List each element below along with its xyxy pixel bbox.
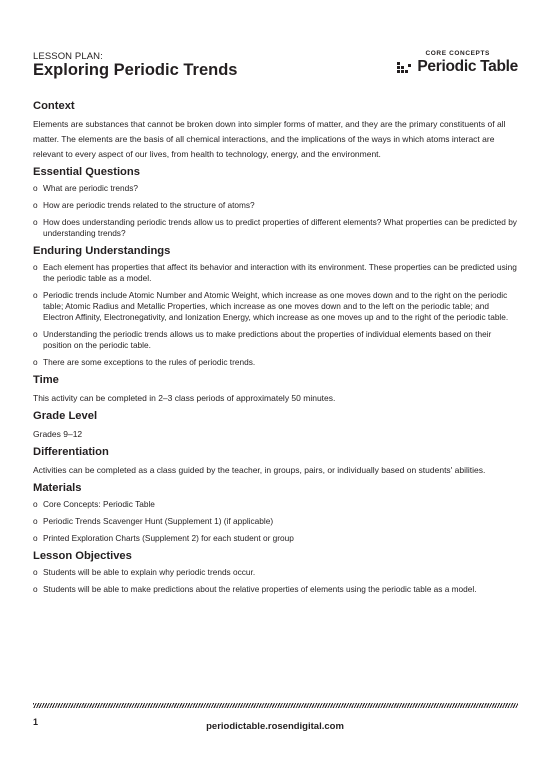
list-item	[33, 217, 518, 239]
enduring-understandings-list	[33, 262, 518, 368]
section-heading: Materials	[33, 482, 82, 494]
lesson-objectives-section	[33, 550, 518, 595]
logo-wordmark: Periodic Table	[417, 58, 518, 75]
essential-questions-section	[33, 166, 518, 239]
page-title: Exploring Periodic Trends	[33, 61, 238, 79]
list-item-text: Students will be able to explain why periodic trends occur.	[43, 567, 256, 577]
list-item-text: Each element has properties that affect its behavior and interaction with its environment. These properties can be predicted using the periodic table as a model.	[43, 262, 517, 283]
materials-list	[33, 499, 518, 544]
list-item	[33, 499, 518, 510]
differentiation-text: Activities can be completed as a class guided by the teacher, in groups, pairs, or individually based on students' abilities.	[33, 465, 486, 475]
list-item	[33, 584, 518, 595]
list-item-text: What are periodic trends?	[43, 183, 139, 193]
periodic-grid-icon	[397, 62, 411, 74]
differentiation-section	[33, 446, 518, 478]
bullet-marker: o	[33, 200, 38, 210]
list-item-text: Periodic trends include Atomic Number and Atomic Weight, which increase as one moves down and to the right on the periodic table; Atomic Radius and Metallic Properties, which increase as one moves down and to the left on the periodic table; and Electron Affinity, Electronegativity, and Ionization Energy, which increase as one moves up and to the right of the periodic table.	[43, 290, 509, 322]
bullet-marker: o	[33, 357, 38, 367]
list-item	[33, 290, 518, 323]
grade-level-section	[33, 410, 518, 442]
list-item-text: Students will be able to make predictions about the relative properties of elements using the periodic table as a model.	[43, 584, 477, 594]
list-item	[33, 200, 518, 211]
section-heading: Essential Questions	[33, 166, 140, 178]
section-heading: Differentiation	[33, 446, 109, 458]
essential-questions-list	[33, 183, 518, 239]
list-item	[33, 329, 518, 351]
list-item-text: Periodic Trends Scavenger Hunt (Supplement 1) (if applicable)	[43, 516, 274, 526]
bullet-marker: o	[33, 183, 38, 193]
list-item	[33, 262, 518, 284]
list-item-text: There are some exceptions to the rules of periodic trends.	[43, 357, 256, 367]
list-item-text: How does understanding periodic trends allow us to predict properties of different elements? What properties can be predicted by understanding trends?	[43, 217, 517, 238]
list-item	[33, 357, 518, 368]
section-heading: Lesson Objectives	[33, 550, 132, 562]
page-number: 1	[33, 717, 39, 727]
lesson-plan-label: LESSON PLAN:	[33, 51, 103, 62]
lesson-plan-body	[33, 96, 518, 601]
page-header	[33, 50, 518, 90]
bullet-marker: o	[33, 217, 38, 227]
section-heading: Enduring Understandings	[33, 245, 171, 257]
list-item	[33, 516, 518, 527]
context-section	[33, 100, 518, 162]
list-item	[33, 183, 518, 194]
bullet-marker: o	[33, 262, 38, 272]
bullet-marker: o	[33, 329, 38, 339]
bullet-marker: o	[33, 584, 38, 594]
bullet-marker: o	[33, 567, 38, 577]
materials-section	[33, 482, 518, 544]
enduring-understandings-section	[33, 245, 518, 368]
grade-level-text: Grades 9–12	[33, 429, 83, 439]
section-heading: Context	[33, 100, 75, 112]
context-text: Elements are substances that cannot be broken down into simpler forms of matter, and they are the primary constituents of all matter. The elements are the basis of all chemical interactions, and the implications of the ways in which atoms interact are relevant to every aspect of our lives, from health to technology, energy, and the environment.	[33, 119, 506, 159]
list-item	[33, 567, 518, 578]
bullet-marker: o	[33, 533, 38, 543]
bullet-marker: o	[33, 499, 38, 509]
footer-url: periodictable.rosendigital.com	[206, 721, 344, 732]
section-heading: Grade Level	[33, 410, 98, 422]
list-item-text: How are periodic trends related to the structure of atoms?	[43, 200, 255, 210]
time-text: This activity can be completed in 2–3 class periods of approximately 50 minutes.	[33, 393, 336, 403]
section-heading: Time	[33, 374, 59, 386]
lesson-objectives-list	[33, 567, 518, 595]
list-item-text: Core Concepts: Periodic Table	[43, 499, 155, 509]
core-concepts-logo	[396, 50, 518, 80]
bullet-marker: o	[33, 516, 38, 526]
footer-divider	[33, 703, 518, 708]
list-item-text: Understanding the periodic trends allows us to make predictions about the properties of individual elements based on their position on the periodic table.	[43, 329, 492, 350]
list-item-text: Printed Exploration Charts (Supplement 2) for each student or group	[43, 533, 294, 543]
list-item	[33, 533, 518, 544]
time-section	[33, 374, 518, 406]
logo-kicker-text: CORE CONCEPTS	[425, 50, 490, 57]
bullet-marker: o	[33, 290, 38, 300]
